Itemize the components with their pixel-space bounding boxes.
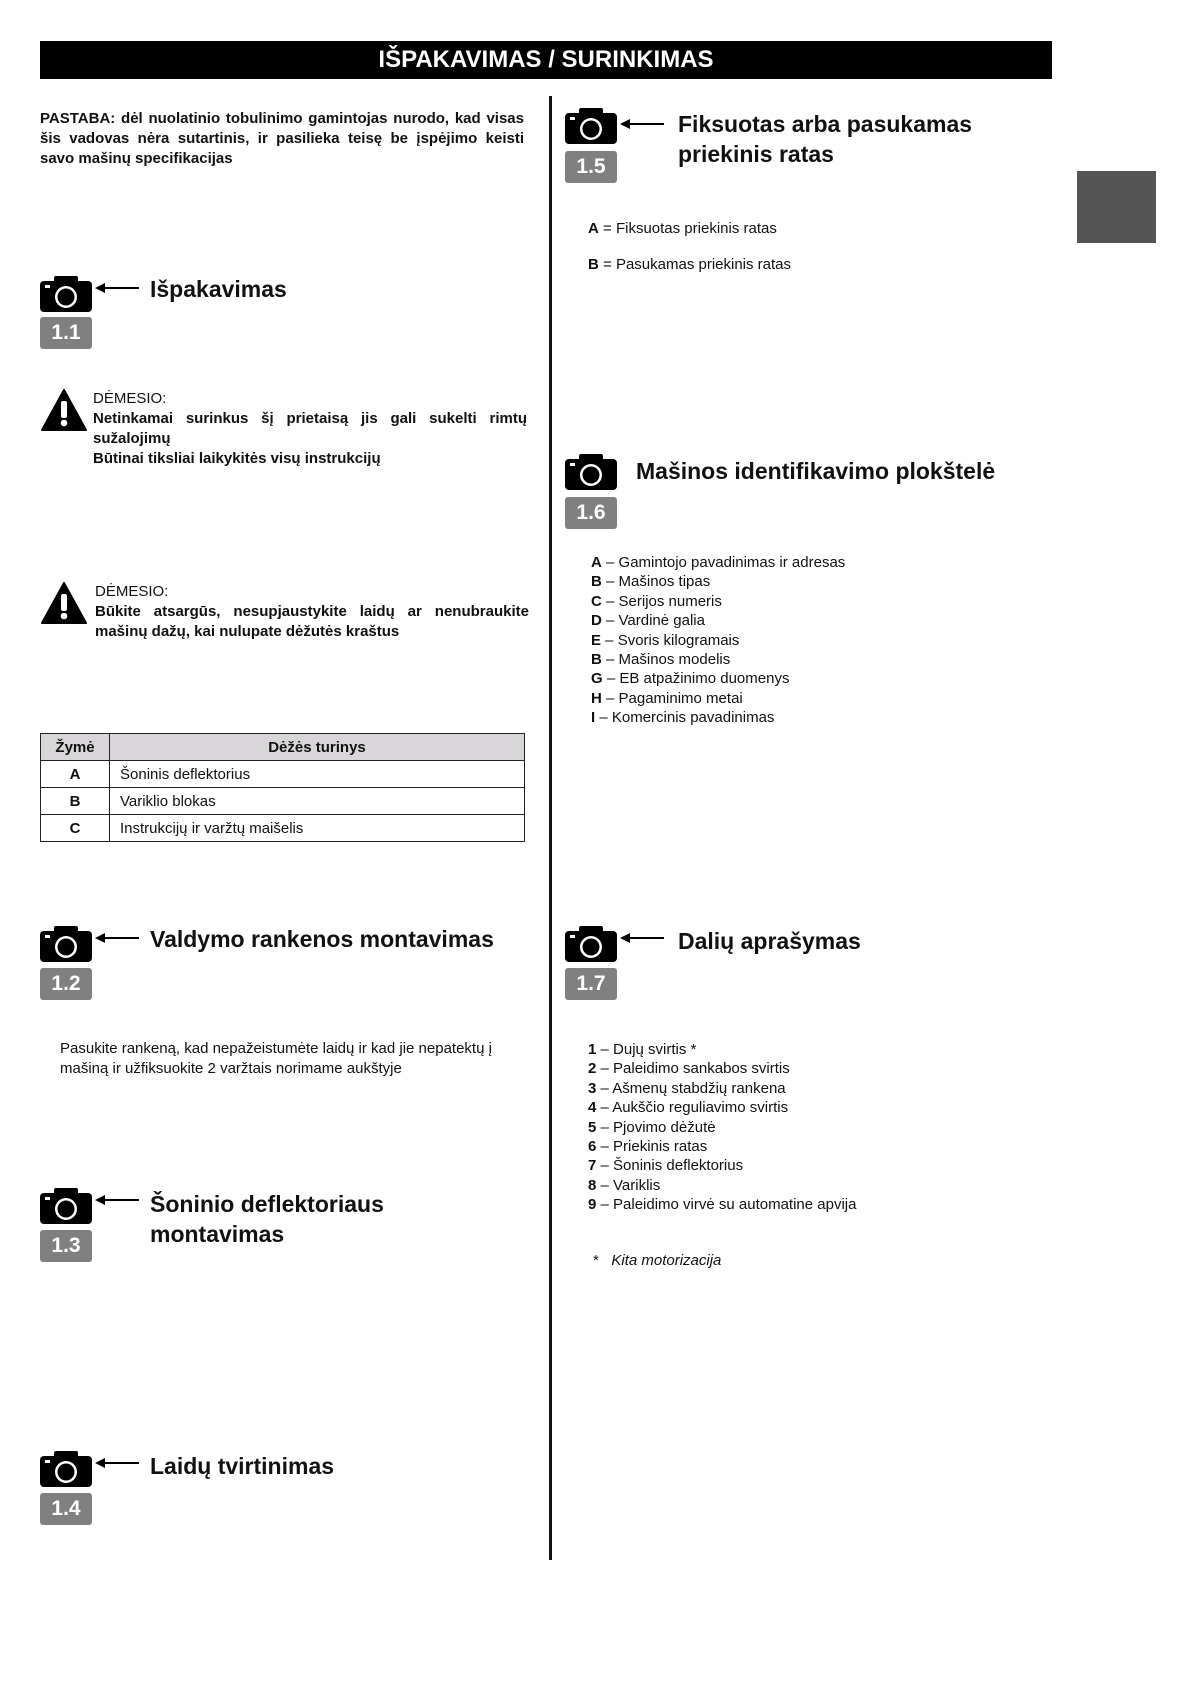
arrow-left-icon [95,282,139,294]
list-text: – Komercinis pavadinimas [595,709,775,727]
identification-list [591,553,1011,728]
camera-icon [565,926,617,962]
list-key: 2 [588,1060,597,1078]
list-item [591,650,1011,669]
column-divider [549,96,552,1560]
list-key: 3 [588,1079,597,1097]
table-cell-content: Šoninis deflektorius [110,761,525,788]
section-title-line: Fiksuotas arba pasukamas [678,111,973,137]
list-key: I [591,709,596,727]
footnote-mark: * [593,1252,599,1269]
footnote [593,1251,721,1271]
list-text: – Vardinė galia [601,612,705,630]
list-text: – Šoninis deflektorius [596,1157,744,1175]
camera-icon [40,276,92,312]
list-key: 4 [588,1099,597,1117]
list-key: A [591,554,602,571]
legend-separator: = [598,256,616,273]
column-header: Dėžės turinys [110,734,525,761]
arrow-left-icon [95,932,139,944]
figure-badge: 1.6 [565,497,617,529]
list-item [591,592,1011,611]
list-key: 5 [588,1118,597,1136]
figure-badge: 1.7 [565,968,617,1000]
list-text: – Paleidimo sankabos svirtis [596,1060,790,1078]
section-title: Valdymo rankenos montavimas [150,926,494,952]
list-text: – Aukščio reguliavimo svirtis [596,1099,789,1117]
list-item [591,572,1011,591]
list-text: – Mašinos tipas [601,573,711,591]
list-item [588,1156,1028,1175]
figure-badge: 1.1 [40,317,92,349]
section-title-line: priekinis ratas [678,141,834,167]
list-item [588,1195,1028,1214]
list-item [591,631,1011,650]
list-key: H [591,689,602,707]
legend-key: B [588,256,599,273]
list-item [591,611,1011,630]
legend-text: Pasukamas priekinis ratas [615,256,792,273]
table-row [41,788,525,815]
list-key: E [591,631,602,649]
table-cell-mark: A [41,761,110,788]
table-row [41,815,525,842]
table-row [41,761,525,788]
box-contents-table [40,733,525,842]
legend-text: Fiksuotas priekinis ratas [615,220,777,237]
list-text: – Paleidimo virvė su automatine apvija [596,1196,857,1214]
arrow-left-icon [95,1194,139,1206]
table-cell-mark: C [41,815,110,842]
camera-icon [565,108,617,144]
camera-icon [565,454,617,490]
warning-heading: DĖMESIO: [93,390,167,407]
section-title-line: montavimas [150,1221,285,1247]
list-item [588,1098,1028,1117]
table-header-row [41,734,525,761]
warning-text: Netinkamai surinkus šį prietaisą jis gali sukelti rimtų sužalojimų [93,410,527,447]
section-title-line: Šoninio deflektoriaus [150,1191,384,1217]
warning-text: Būkite atsargūs, nesupjaustykite laidų ar nenubraukite mašinų dažų, kai nulupate dėžutės kraštus [95,603,529,640]
list-text: – Priekinis ratas [596,1138,708,1156]
legend-item [588,255,791,275]
table-cell-content: Variklio blokas [110,788,525,815]
list-item [588,1040,1028,1059]
list-item [588,1059,1028,1078]
figure-badge: 1.3 [40,1230,92,1262]
list-text: – Pjovimo dėžutė [596,1118,716,1136]
figure-badge: 1.5 [565,151,617,183]
legend-item [588,219,777,239]
list-text: – EB atpažinimo duomenys [602,670,790,688]
list-key: B [591,651,602,669]
list-key: 9 [588,1196,597,1214]
list-key: 7 [588,1157,597,1175]
list-text: – Gamintojo pavadinimas ir adresas [601,554,846,571]
list-item [588,1137,1028,1156]
chapter-tab [1077,171,1156,243]
list-item [588,1176,1028,1195]
list-key: 6 [588,1138,597,1156]
list-item [588,1079,1028,1098]
list-text: – Variklis [596,1176,661,1194]
list-key: C [591,592,602,610]
figure-badge: 1.2 [40,968,92,1000]
list-text: – Ašmenų stabdžių rankena [596,1079,786,1097]
table-cell-mark: B [41,788,110,815]
legend-separator: = [598,220,616,237]
warning-block [95,582,529,642]
warning-icon [41,389,87,431]
camera-icon [40,1188,92,1224]
warning-text: Būtinai tiksliai laikykitės visų instrukcijų [93,450,381,467]
camera-icon [40,1451,92,1487]
list-key: 8 [588,1176,597,1194]
list-text: – Dujų svirtis * [596,1041,697,1058]
section-title [150,1189,384,1249]
list-key: 1 [588,1041,597,1058]
warning-block [93,389,527,469]
list-item [591,669,1011,688]
list-item [588,1118,1028,1137]
list-item [591,553,1011,572]
section-title [678,109,972,169]
table-cell-content: Instrukcijų ir varžtų maišelis [110,815,525,842]
list-text: – Mašinos modelis [601,651,731,669]
section-title: Išpakavimas [150,276,287,302]
warning-icon [41,582,87,624]
legend-key: A [588,220,599,237]
section-title: Dalių aprašymas [678,928,861,954]
parts-list [588,1040,1028,1215]
section-title: Mašinos identifikavimo plokštelė [636,458,996,484]
column-header: Žymė [41,734,110,761]
footnote-text: Kita motorizacija [611,1252,722,1269]
section-title: Laidų tvirtinimas [150,1453,335,1479]
page-header: IŠPAKAVIMAS / SURINKIMAS [40,41,1052,79]
list-text: – Svoris kilogramais [601,631,740,649]
list-key: D [591,612,602,630]
arrow-left-icon [95,1457,139,1469]
list-key: B [591,573,602,591]
list-item [591,689,1011,708]
list-text: – Serijos numeris [601,592,722,610]
arrow-left-icon [620,118,664,130]
list-item [591,708,1011,727]
list-key: G [591,670,603,688]
warning-heading: DĖMESIO: [95,583,169,600]
camera-icon [40,926,92,962]
figure-badge: 1.4 [40,1493,92,1525]
list-text: – Pagaminimo metai [601,689,743,707]
instruction-text: Pasukite rankeną, kad nepažeistumėte laidų ir kad jie nepatektų į mašiną ir užfiksuokite 2 varžtais norimame aukštyje [60,1040,492,1077]
arrow-left-icon [620,932,664,944]
note-text: PASTABA: dėl nuolatinio tobulinimo gamintojas nurodo, kad visas šis vadovas nėra sutartinis, ir pasilieka teisę be įspėjimo keisti savo mašinų specifikacijas [40,110,524,167]
